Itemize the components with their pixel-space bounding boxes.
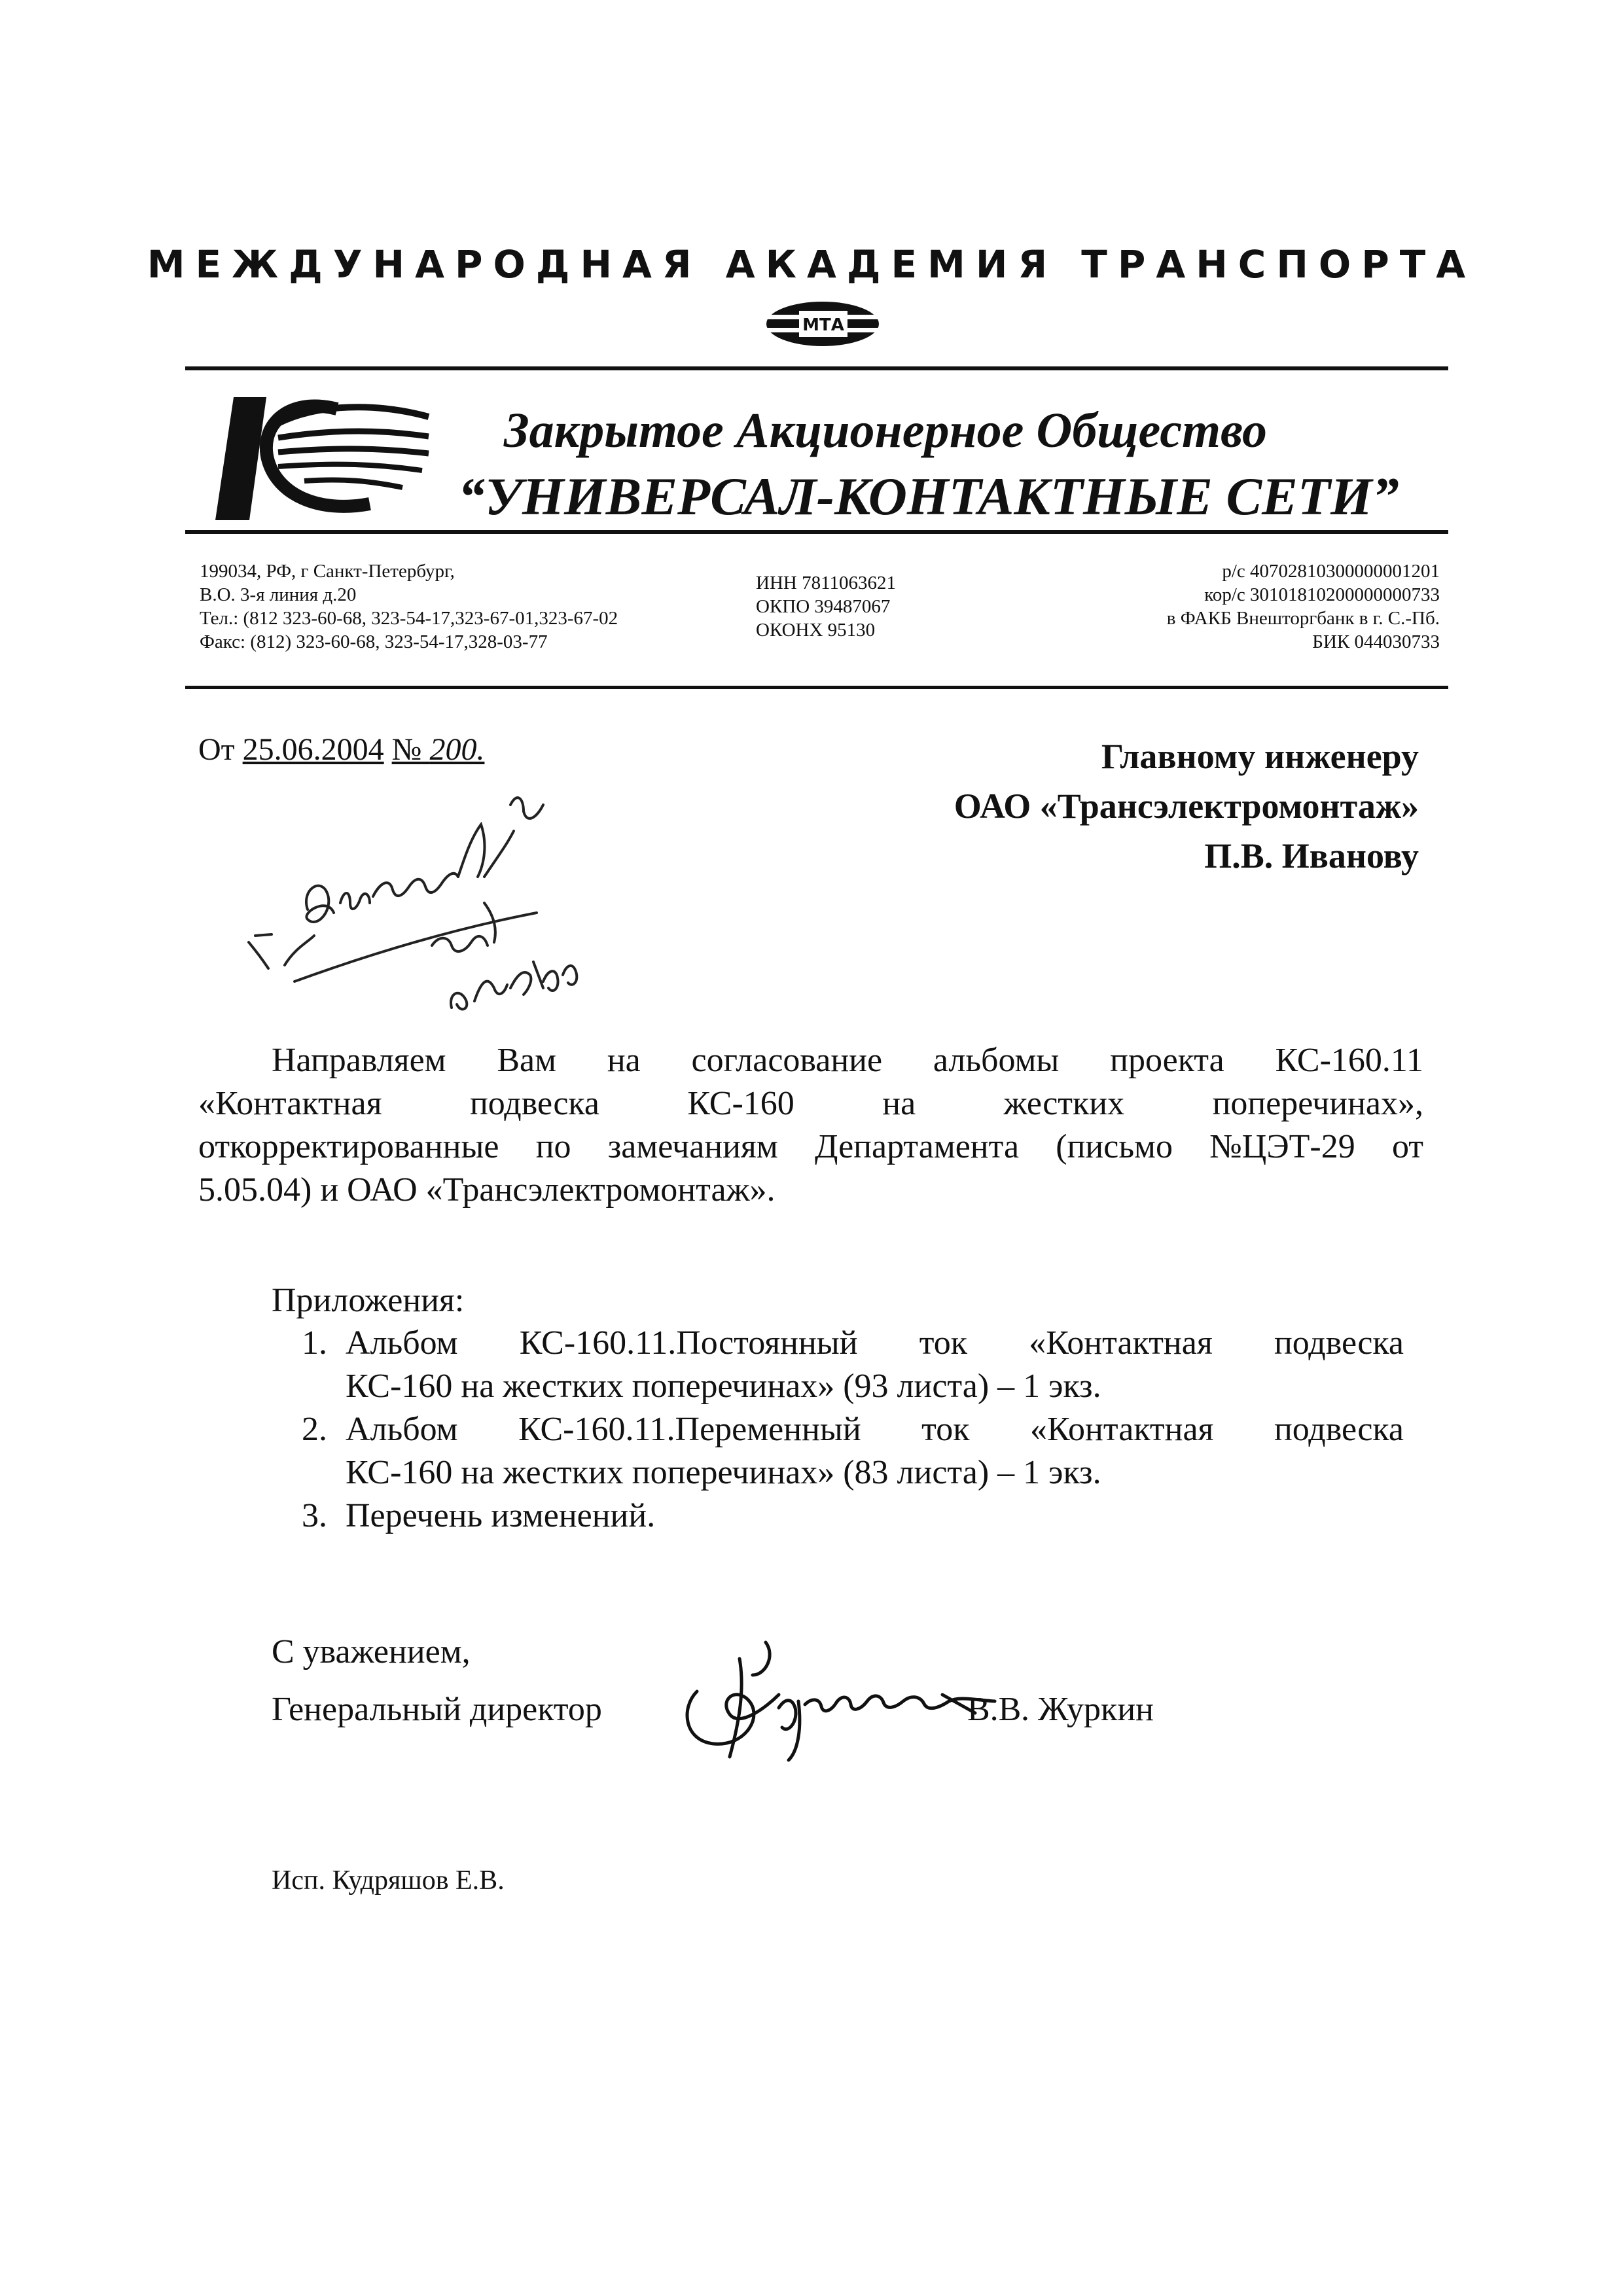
- body-line-4: 5.05.04) и ОАО «Трансэлектромонтаж».: [198, 1171, 776, 1209]
- handwritten-resolution: [236, 779, 641, 1040]
- body-line-2: «Контактная подвеска КС-160 на жестких поперечинах»,: [198, 1085, 1423, 1122]
- addressee-organization: ОАО «Трансэлектромонтаж»: [954, 786, 1419, 826]
- attachment-item-2: 2. Альбом КС-160.11.Переменный ток «Контактная подвеска КС-160 на жестких поперечинах» (83 листа) – 1 экз.: [281, 1408, 1404, 1494]
- bik-line: БИК 044030733: [1312, 631, 1440, 652]
- body-paragraph: [198, 1039, 1423, 1212]
- signer-name: . Журкин: [1021, 1691, 1154, 1728]
- reference-line: [198, 732, 484, 768]
- company-rule: [185, 530, 1448, 534]
- company-codes-block: [756, 571, 896, 642]
- addressee-position: Главному инженеру: [1101, 737, 1419, 776]
- reference-prefix: От: [198, 732, 235, 767]
- attachment-item-1: 1. Альбом КС-160.11.Постоянный ток «Контактная подвеска КС-160 на жестких поперечинах» (93 листа) – 1 экз.: [281, 1322, 1404, 1408]
- bank-details-block: [1167, 559, 1440, 654]
- address-line: В.О. 3-я линия д.20: [200, 584, 357, 605]
- closing-regards: С уважением,: [272, 1633, 471, 1670]
- requisites-rule: [185, 686, 1448, 689]
- account-line: р/с 40702810300000001201: [1222, 561, 1440, 582]
- address-line: 199034, РФ, г Санкт-Петербург,: [200, 561, 455, 582]
- reference-date: 25.06.2004: [242, 732, 384, 767]
- top-rule: [185, 366, 1448, 370]
- attachment-number: 3.: [302, 1497, 327, 1534]
- company-name-line2: “УНИВЕРСАЛ-КОНТАКТНЫЕ СЕТИ”: [458, 467, 1399, 526]
- addressee-block: [954, 732, 1419, 881]
- reference-number-label: №: [391, 732, 422, 767]
- body-line-3: откорректированные по замечаниям Департамента (письмо №ЦЭТ-29 от: [198, 1128, 1423, 1165]
- attachment-number: 1.: [302, 1324, 327, 1362]
- signer-initials-struck: В.В: [967, 1691, 1022, 1728]
- executor-line: Исп. Кудряшов Е.В.: [272, 1865, 505, 1896]
- phone-line: Тел.: (812 323-60-68, 323-54-17,323-67-01,323-67-02: [200, 608, 618, 629]
- fax-line: Факс: (812) 323-60-68, 323-54-17,328-03-77: [200, 631, 548, 652]
- okonh-line: ОКОНХ 95130: [756, 620, 876, 641]
- attachment-number: 2.: [302, 1411, 327, 1448]
- attachments-heading: Приложения:: [272, 1282, 465, 1319]
- company-name-line1: Закрытое Акционерное Общество: [504, 403, 1268, 458]
- body-line-1: Направляем Вам на согласование альбомы проекта КС-160.11: [272, 1042, 1423, 1079]
- bank-line: в ФАКБ Внешторгбанк в г. С.-Пб.: [1166, 608, 1440, 629]
- signer-position: Генеральный директор: [272, 1691, 602, 1728]
- addressee-name: П.В. Иванову: [1204, 836, 1419, 875]
- academy-emblem-icon: [762, 298, 883, 350]
- academy-emblem-text: МТА: [802, 315, 844, 335]
- okpo-line: ОКПО 39487067: [756, 596, 891, 617]
- corr-account-line: кор/с 30101810200000000733: [1204, 584, 1440, 605]
- company-address-block: [200, 559, 618, 654]
- attachment-item-3: 3. Перечень изменений.: [281, 1494, 1404, 1538]
- academy-title: МЕЖДУНАРОДНАЯ АКАДЕМИЯ ТРАНСПОРТА: [147, 242, 1476, 287]
- ks-logo-icon: [206, 389, 438, 523]
- inn-line: ИНН 7811063621: [756, 573, 897, 593]
- reference-number: 200.: [429, 732, 485, 767]
